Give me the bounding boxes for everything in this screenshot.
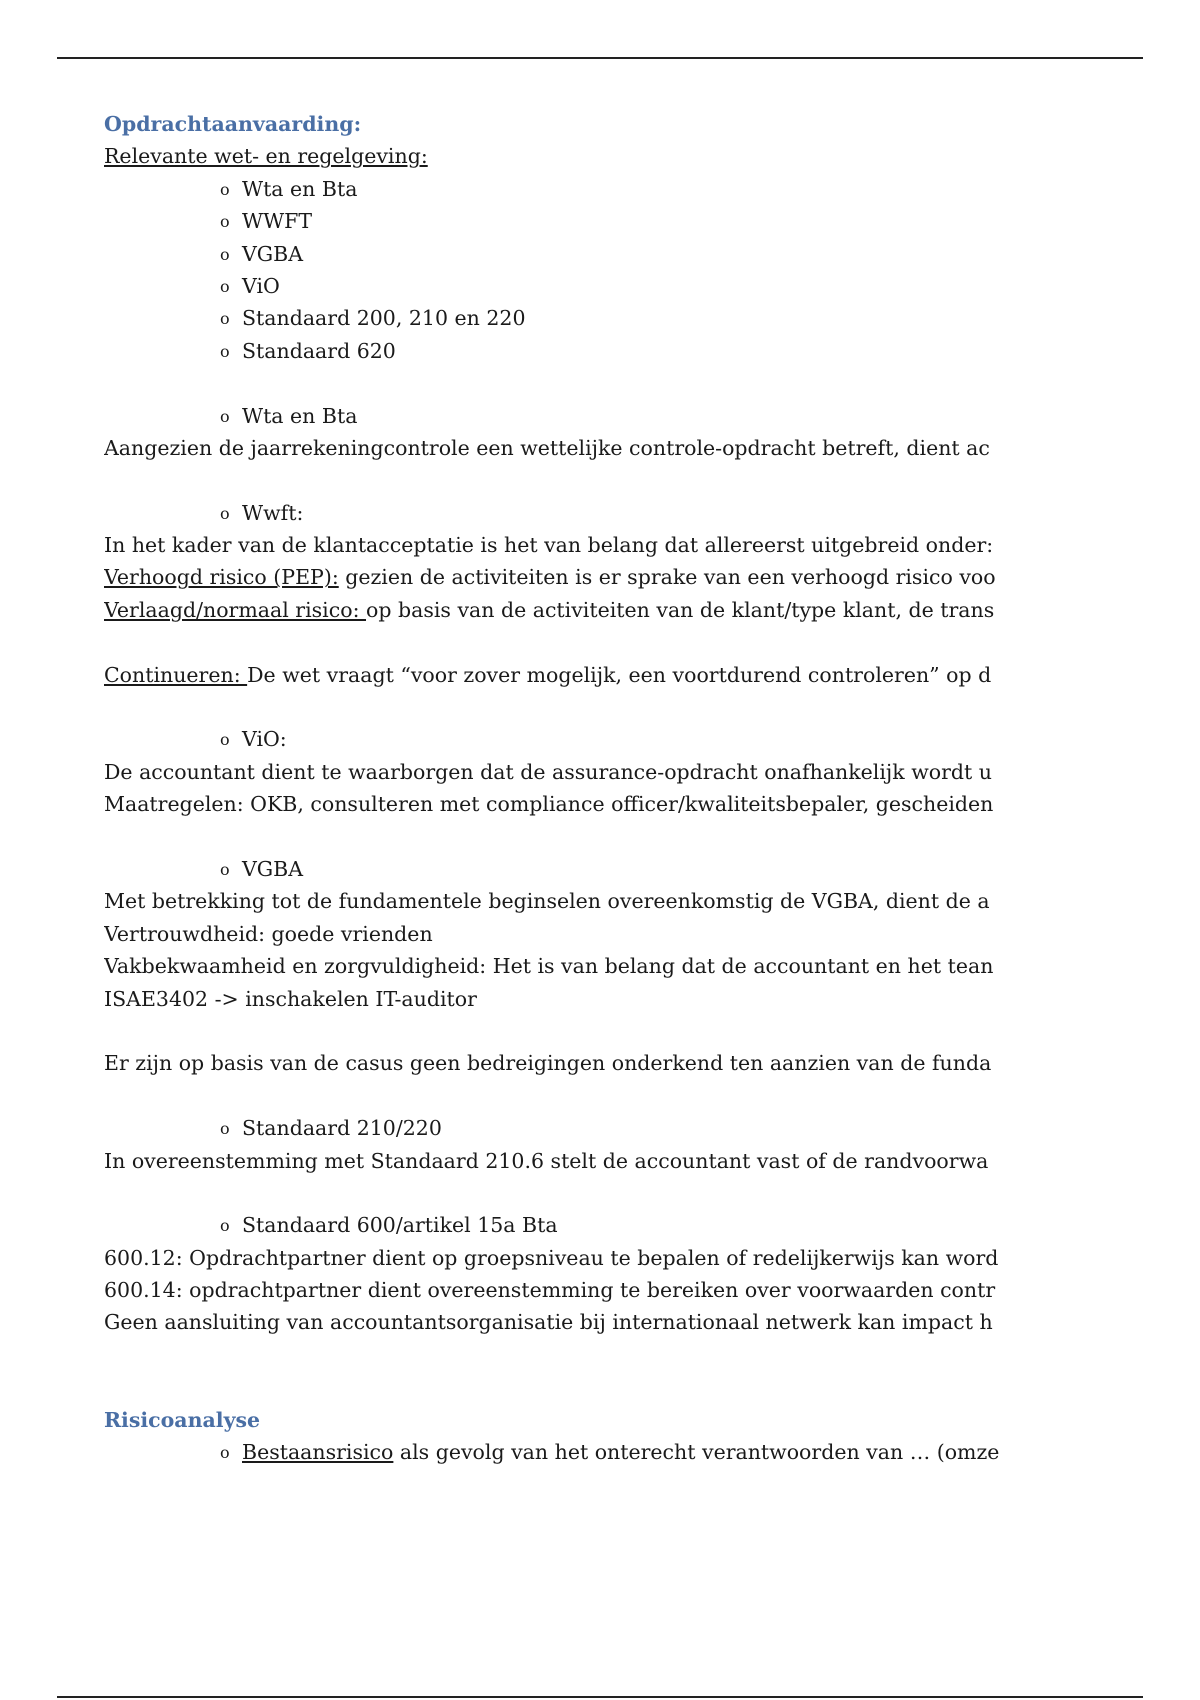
paragraph-verlaagd-risico: Verlaagd/normaal risico: op basis van de activiteiten van de klant/type klant, de trans xyxy=(104,597,995,622)
spacer xyxy=(104,1015,1016,1047)
bullet-marker: o xyxy=(220,406,230,426)
list-item: o ViO xyxy=(104,270,1016,302)
list-item: o Standaard 620 xyxy=(104,335,1016,367)
bullet-marker: o xyxy=(220,244,230,264)
bullet-marker: o xyxy=(220,503,230,523)
bullet-marker: o xyxy=(220,309,230,329)
bullet-marker: o xyxy=(220,341,230,361)
spacer xyxy=(104,1080,1016,1112)
paragraph-wta: Aangezien de jaarrekeningcontrole een wettelijke controle-opdracht betreft, dient ac xyxy=(104,435,990,460)
bullet-marker: o xyxy=(220,1119,230,1139)
paragraph-vgba-1: Met betrekking tot de fundamentele beginselen overeenkomstig de VGBA, dient de a xyxy=(104,889,990,914)
spacer xyxy=(104,367,1016,399)
paragraph-vio-1: De accountant dient te waarborgen dat de assurance-opdracht onafhankelijk wordt u xyxy=(104,759,992,784)
subheading-vgba: o VGBA xyxy=(104,853,1016,885)
document-body xyxy=(104,108,1016,1468)
footer-rule xyxy=(57,1696,1143,1698)
paragraph-vgba-2: Vertrouwdheid: goede vrienden xyxy=(104,921,433,946)
spacer xyxy=(104,691,1016,723)
bullet-marker: o xyxy=(220,179,230,199)
paragraph-vgba-4: ISAE3402 -> inschakelen IT-auditor xyxy=(104,986,477,1011)
subheading-standaard-210: o Standaard 210/220 xyxy=(104,1112,1016,1144)
bullet-marker: o xyxy=(220,1443,230,1463)
bullet-marker: o xyxy=(220,276,230,296)
paragraph-vgba-5: Er zijn op basis van de casus geen bedreigingen onderkend ten aanzien van de funda xyxy=(104,1051,992,1076)
spacer xyxy=(104,1339,1016,1371)
paragraph-vio-2: Maatregelen: OKB, consulteren met compliance officer/kwaliteitsbepaler, gescheiden xyxy=(104,792,994,817)
heading-risicoanalyse: Risicoanalyse xyxy=(104,1407,261,1432)
paragraph-standaard-600-2: 600.14: opdrachtpartner dient overeenstemming te bereiken over voorwaarden contr xyxy=(104,1278,996,1303)
bullet-marker: o xyxy=(220,1216,230,1236)
regelgeving-label: Relevante wet- en regelgeving: xyxy=(104,144,428,169)
header-rule xyxy=(57,57,1143,59)
paragraph-standaard-600-3: Geen aansluiting van accountantsorganisatie bij internationaal netwerk kan impact h xyxy=(104,1310,993,1335)
paragraph-continueren: Continueren: De wet vraagt “voor zover mogelijk, een voortdurend controleren” op d xyxy=(104,662,992,687)
paragraph-standaard-600-1: 600.12: Opdrachtpartner dient op groepsniveau te bepalen of redelijkerwijs kan word xyxy=(104,1245,999,1270)
spacer xyxy=(104,626,1016,658)
list-item: o Bestaansrisico als gevolg van het onterecht verantwoorden van … (omze xyxy=(104,1436,1016,1468)
list-item: o Wta en Bta xyxy=(104,173,1016,205)
list-item: o WWFT xyxy=(104,205,1016,237)
spacer xyxy=(104,464,1016,496)
bullet-marker: o xyxy=(220,212,230,232)
spacer xyxy=(104,1177,1016,1209)
paragraph-verhoogd-risico: Verhoogd risico (PEP): gezien de activiteiten is er sprake van een verhoogd risico voo xyxy=(104,565,996,590)
subheading-standaard-600: o Standaard 600/artikel 15a Bta xyxy=(104,1209,1016,1241)
bullet-marker: o xyxy=(220,730,230,750)
bullet-marker: o xyxy=(220,859,230,879)
list-item: o Standaard 200, 210 en 220 xyxy=(104,302,1016,334)
subheading-wwft: o Wwft: xyxy=(104,497,1016,529)
list-item: o VGBA xyxy=(104,238,1016,270)
subheading-wta: o Wta en Bta xyxy=(104,400,1016,432)
paragraph-standaard-210: In overeenstemming met Standaard 210.6 stelt de accountant vast of de randvoorwa xyxy=(104,1148,989,1173)
spacer xyxy=(104,821,1016,853)
subheading-vio: o ViO: xyxy=(104,723,1016,755)
paragraph-wwft-intro: In het kader van de klantacceptatie is het van belang dat allereerst uitgebreid onder: xyxy=(104,533,994,558)
paragraph-vgba-3: Vakbekwaamheid en zorgvuldigheid: Het is van belang dat de accountant en het tean xyxy=(104,954,994,979)
spacer xyxy=(104,1371,1016,1403)
heading-opdrachtaanvaarding: Opdrachtaanvaarding: xyxy=(104,112,362,136)
